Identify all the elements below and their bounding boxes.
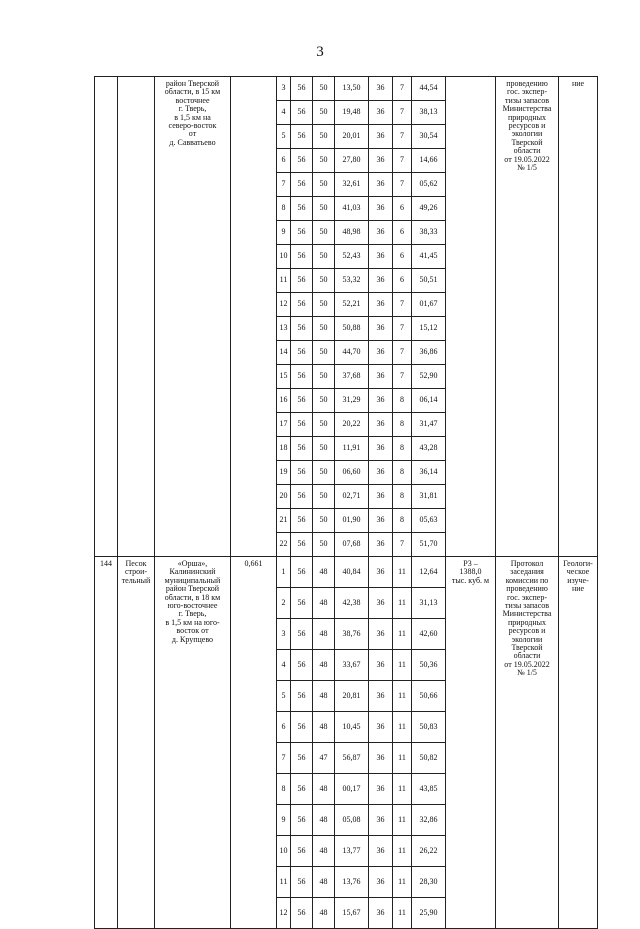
- lat-sec: 38,76: [335, 619, 369, 650]
- lat-deg: 56: [291, 774, 313, 805]
- lon-deg: 36: [369, 365, 393, 389]
- lon-min: 8: [393, 461, 412, 485]
- lon-sec: 38,33: [412, 221, 446, 245]
- lon-deg: 36: [369, 293, 393, 317]
- deposit-location: район Тверской области, в 15 км восточнее г. Тверь, в 1,5 км на северо-восток от д. Савватьево: [155, 77, 231, 557]
- lon-sec: 32,86: [412, 805, 446, 836]
- lat-deg: 56: [291, 619, 313, 650]
- lat-min: 50: [313, 533, 335, 557]
- lat-deg: 56: [291, 365, 313, 389]
- lat-deg: 56: [291, 389, 313, 413]
- lon-min: 7: [393, 533, 412, 557]
- lat-sec: 00,17: [335, 774, 369, 805]
- lat-deg: 56: [291, 712, 313, 743]
- lat-deg: 56: [291, 413, 313, 437]
- point-number: 8: [277, 197, 291, 221]
- lat-sec: 13,50: [335, 77, 369, 101]
- lon-min: 8: [393, 509, 412, 533]
- point-number: 10: [277, 245, 291, 269]
- lon-sec: 44,54: [412, 77, 446, 101]
- point-number: 5: [277, 681, 291, 712]
- reserves-value: P3 – 1388,0 тыс. куб. м: [446, 557, 496, 929]
- lon-sec: 49,26: [412, 197, 446, 221]
- deposit-number: [95, 77, 118, 557]
- lat-deg: 56: [291, 341, 313, 365]
- point-number: 5: [277, 125, 291, 149]
- lat-min: 50: [313, 365, 335, 389]
- lon-sec: 31,81: [412, 485, 446, 509]
- point-number: 8: [277, 774, 291, 805]
- lat-min: 50: [313, 485, 335, 509]
- license-purpose: Геологи- ческое изуче- ние: [559, 557, 598, 929]
- lat-deg: 56: [291, 533, 313, 557]
- page-number: 3: [316, 44, 324, 60]
- lat-min: 48: [313, 588, 335, 619]
- point-number: 11: [277, 269, 291, 293]
- mineral-type: Песок строи- тельный: [118, 557, 155, 929]
- lat-min: 50: [313, 437, 335, 461]
- lon-min: 8: [393, 389, 412, 413]
- point-number: 7: [277, 743, 291, 774]
- lat-deg: 56: [291, 805, 313, 836]
- lon-sec: 31,13: [412, 588, 446, 619]
- lat-sec: 20,01: [335, 125, 369, 149]
- point-number: 22: [277, 533, 291, 557]
- lon-sec: 50,66: [412, 681, 446, 712]
- lon-deg: 36: [369, 533, 393, 557]
- point-number: 4: [277, 101, 291, 125]
- lon-sec: 36,86: [412, 341, 446, 365]
- lon-sec: 05,63: [412, 509, 446, 533]
- lon-sec: 15,12: [412, 317, 446, 341]
- area-value: 0,661: [231, 557, 277, 929]
- lon-sec: 50,82: [412, 743, 446, 774]
- lat-sec: 13,77: [335, 836, 369, 867]
- lat-min: 50: [313, 293, 335, 317]
- lon-deg: 36: [369, 437, 393, 461]
- lon-min: 6: [393, 197, 412, 221]
- lon-deg: 36: [369, 149, 393, 173]
- lon-min: 11: [393, 805, 412, 836]
- lat-deg: 56: [291, 149, 313, 173]
- lon-min: 7: [393, 125, 412, 149]
- point-number: 3: [277, 619, 291, 650]
- lat-deg: 56: [291, 588, 313, 619]
- lat-min: 50: [313, 197, 335, 221]
- lon-deg: 36: [369, 898, 393, 929]
- lon-min: 7: [393, 317, 412, 341]
- lat-min: 48: [313, 805, 335, 836]
- lat-min: 50: [313, 221, 335, 245]
- deposit-location: «Орша», Калининский муниципальный район Тверской области, в 18 км юго-восточнее г. Тверь, в 1,5 км на юго- восток от д. Крупцево: [155, 557, 231, 929]
- lon-min: 11: [393, 588, 412, 619]
- lat-min: 48: [313, 650, 335, 681]
- point-number: 3: [277, 77, 291, 101]
- lon-min: 6: [393, 245, 412, 269]
- lon-sec: 30,54: [412, 125, 446, 149]
- lat-deg: 56: [291, 245, 313, 269]
- point-number: 9: [277, 805, 291, 836]
- lat-sec: 31,29: [335, 389, 369, 413]
- lat-min: 50: [313, 245, 335, 269]
- lon-deg: 36: [369, 77, 393, 101]
- point-number: 4: [277, 650, 291, 681]
- lon-sec: 42,60: [412, 619, 446, 650]
- lon-sec: 50,51: [412, 269, 446, 293]
- lat-sec: 33,67: [335, 650, 369, 681]
- lon-deg: 36: [369, 173, 393, 197]
- lon-sec: 36,14: [412, 461, 446, 485]
- lat-deg: 56: [291, 101, 313, 125]
- lon-sec: 51,70: [412, 533, 446, 557]
- lon-min: 7: [393, 173, 412, 197]
- lat-deg: 56: [291, 293, 313, 317]
- lat-deg: 56: [291, 509, 313, 533]
- lat-sec: 40,84: [335, 557, 369, 588]
- point-number: 18: [277, 437, 291, 461]
- lon-min: 11: [393, 774, 412, 805]
- lon-min: 7: [393, 341, 412, 365]
- lon-min: 8: [393, 413, 412, 437]
- lon-sec: 52,90: [412, 365, 446, 389]
- lat-min: 50: [313, 269, 335, 293]
- lon-deg: 36: [369, 836, 393, 867]
- lon-min: 8: [393, 485, 412, 509]
- lon-sec: 31,47: [412, 413, 446, 437]
- lat-min: 50: [313, 173, 335, 197]
- lon-deg: 36: [369, 485, 393, 509]
- lat-deg: 56: [291, 681, 313, 712]
- lat-deg: 56: [291, 650, 313, 681]
- lat-sec: 50,88: [335, 317, 369, 341]
- lat-deg: 56: [291, 125, 313, 149]
- lat-sec: 01,90: [335, 509, 369, 533]
- lon-min: 11: [393, 681, 412, 712]
- lat-min: 50: [313, 149, 335, 173]
- lon-sec: 06,14: [412, 389, 446, 413]
- approval-protocol: проведению гос. экспер- тизы запасов Министерства природных ресурсов и экологии Тверской области от 19.05.2022 № 1/5: [496, 77, 559, 557]
- lon-sec: 50,83: [412, 712, 446, 743]
- deposit-number: 144: [95, 557, 118, 929]
- license-purpose: ние: [559, 77, 598, 557]
- lon-deg: 36: [369, 197, 393, 221]
- lat-sec: 20,81: [335, 681, 369, 712]
- lat-sec: 42,38: [335, 588, 369, 619]
- lat-sec: 10,45: [335, 712, 369, 743]
- lat-min: 47: [313, 743, 335, 774]
- lat-deg: 56: [291, 269, 313, 293]
- lat-sec: 02,71: [335, 485, 369, 509]
- lat-sec: 19,48: [335, 101, 369, 125]
- coordinate-row: [95, 557, 598, 588]
- lat-deg: 56: [291, 77, 313, 101]
- lat-min: 50: [313, 317, 335, 341]
- lat-min: 48: [313, 774, 335, 805]
- point-number: 13: [277, 317, 291, 341]
- point-number: 10: [277, 836, 291, 867]
- lon-min: 6: [393, 269, 412, 293]
- lon-deg: 36: [369, 245, 393, 269]
- lat-min: 48: [313, 681, 335, 712]
- lat-sec: 52,21: [335, 293, 369, 317]
- lat-deg: 56: [291, 898, 313, 929]
- lon-deg: 36: [369, 461, 393, 485]
- lat-sec: 44,70: [335, 341, 369, 365]
- point-number: 2: [277, 588, 291, 619]
- lon-deg: 36: [369, 125, 393, 149]
- lon-deg: 36: [369, 588, 393, 619]
- lat-sec: 11,91: [335, 437, 369, 461]
- lon-deg: 36: [369, 650, 393, 681]
- lat-sec: 15,67: [335, 898, 369, 929]
- lat-deg: 56: [291, 173, 313, 197]
- lat-min: 48: [313, 619, 335, 650]
- lat-sec: 48,98: [335, 221, 369, 245]
- lon-min: 11: [393, 836, 412, 867]
- lat-min: 48: [313, 712, 335, 743]
- lon-deg: 36: [369, 413, 393, 437]
- point-number: 15: [277, 365, 291, 389]
- lon-deg: 36: [369, 509, 393, 533]
- lon-min: 11: [393, 712, 412, 743]
- lat-sec: 37,68: [335, 365, 369, 389]
- point-number: 11: [277, 867, 291, 898]
- lat-min: 50: [313, 101, 335, 125]
- lon-sec: 50,36: [412, 650, 446, 681]
- point-number: 19: [277, 461, 291, 485]
- lat-sec: 05,08: [335, 805, 369, 836]
- lat-min: 48: [313, 867, 335, 898]
- point-number: 9: [277, 221, 291, 245]
- lon-deg: 36: [369, 341, 393, 365]
- lon-min: 6: [393, 221, 412, 245]
- point-number: 1: [277, 557, 291, 588]
- mineral-type: [118, 77, 155, 557]
- deposits-table: [94, 76, 598, 929]
- deposits-table-body: [95, 77, 598, 929]
- lat-min: 50: [313, 509, 335, 533]
- lon-deg: 36: [369, 774, 393, 805]
- lat-sec: 53,32: [335, 269, 369, 293]
- lat-deg: 56: [291, 836, 313, 867]
- lat-min: 48: [313, 898, 335, 929]
- lon-sec: 05,62: [412, 173, 446, 197]
- point-number: 20: [277, 485, 291, 509]
- point-number: 14: [277, 341, 291, 365]
- lon-min: 11: [393, 619, 412, 650]
- lat-deg: 56: [291, 867, 313, 898]
- lat-sec: 52,43: [335, 245, 369, 269]
- point-number: 6: [277, 712, 291, 743]
- point-number: 6: [277, 149, 291, 173]
- lat-sec: 27,80: [335, 149, 369, 173]
- lon-sec: 26,22: [412, 836, 446, 867]
- lon-min: 7: [393, 77, 412, 101]
- point-number: 12: [277, 898, 291, 929]
- point-number: 12: [277, 293, 291, 317]
- lat-sec: 06,60: [335, 461, 369, 485]
- lon-deg: 36: [369, 743, 393, 774]
- lon-deg: 36: [369, 101, 393, 125]
- lat-sec: 41,03: [335, 197, 369, 221]
- lat-sec: 56,87: [335, 743, 369, 774]
- lon-deg: 36: [369, 557, 393, 588]
- lat-min: 50: [313, 77, 335, 101]
- point-number: 7: [277, 173, 291, 197]
- lat-deg: 56: [291, 557, 313, 588]
- lon-deg: 36: [369, 867, 393, 898]
- lon-deg: 36: [369, 269, 393, 293]
- lon-min: 7: [393, 365, 412, 389]
- lon-min: 7: [393, 149, 412, 173]
- lat-sec: 32,61: [335, 173, 369, 197]
- lat-deg: 56: [291, 317, 313, 341]
- lon-sec: 43,85: [412, 774, 446, 805]
- lon-sec: 01,67: [412, 293, 446, 317]
- reserves-value: [446, 77, 496, 557]
- coordinate-row: [95, 77, 598, 101]
- lon-sec: 14,66: [412, 149, 446, 173]
- lat-min: 50: [313, 461, 335, 485]
- point-number: 17: [277, 413, 291, 437]
- area-value: [231, 77, 277, 557]
- lon-min: 11: [393, 650, 412, 681]
- lon-deg: 36: [369, 619, 393, 650]
- lat-min: 50: [313, 341, 335, 365]
- lon-min: 11: [393, 867, 412, 898]
- lat-min: 48: [313, 557, 335, 588]
- lon-min: 11: [393, 743, 412, 774]
- lon-deg: 36: [369, 681, 393, 712]
- lat-deg: 56: [291, 437, 313, 461]
- lat-deg: 56: [291, 221, 313, 245]
- lon-deg: 36: [369, 317, 393, 341]
- lat-sec: 20,22: [335, 413, 369, 437]
- lat-sec: 07,68: [335, 533, 369, 557]
- lat-deg: 56: [291, 743, 313, 774]
- lat-deg: 56: [291, 485, 313, 509]
- lon-min: 11: [393, 898, 412, 929]
- lon-min: 7: [393, 101, 412, 125]
- lat-min: 48: [313, 836, 335, 867]
- point-number: 21: [277, 509, 291, 533]
- lon-min: 11: [393, 557, 412, 588]
- approval-protocol: Протокол заседания комиссии по проведению гос. экспер- тизы запасов Министерства природных ресурсов и экологии Тверской области от 19.05.2022 № 1/5: [496, 557, 559, 929]
- lon-sec: 28,30: [412, 867, 446, 898]
- lat-deg: 56: [291, 461, 313, 485]
- lat-min: 50: [313, 389, 335, 413]
- lon-sec: 38,13: [412, 101, 446, 125]
- lon-deg: 36: [369, 389, 393, 413]
- lon-min: 7: [393, 293, 412, 317]
- lon-min: 8: [393, 437, 412, 461]
- lat-min: 50: [313, 413, 335, 437]
- lon-sec: 25,90: [412, 898, 446, 929]
- lon-deg: 36: [369, 221, 393, 245]
- lat-sec: 13,76: [335, 867, 369, 898]
- lat-min: 50: [313, 125, 335, 149]
- lon-sec: 41,45: [412, 245, 446, 269]
- point-number: 16: [277, 389, 291, 413]
- lon-sec: 12,64: [412, 557, 446, 588]
- lon-sec: 43,28: [412, 437, 446, 461]
- lon-deg: 36: [369, 805, 393, 836]
- lon-deg: 36: [369, 712, 393, 743]
- lat-deg: 56: [291, 197, 313, 221]
